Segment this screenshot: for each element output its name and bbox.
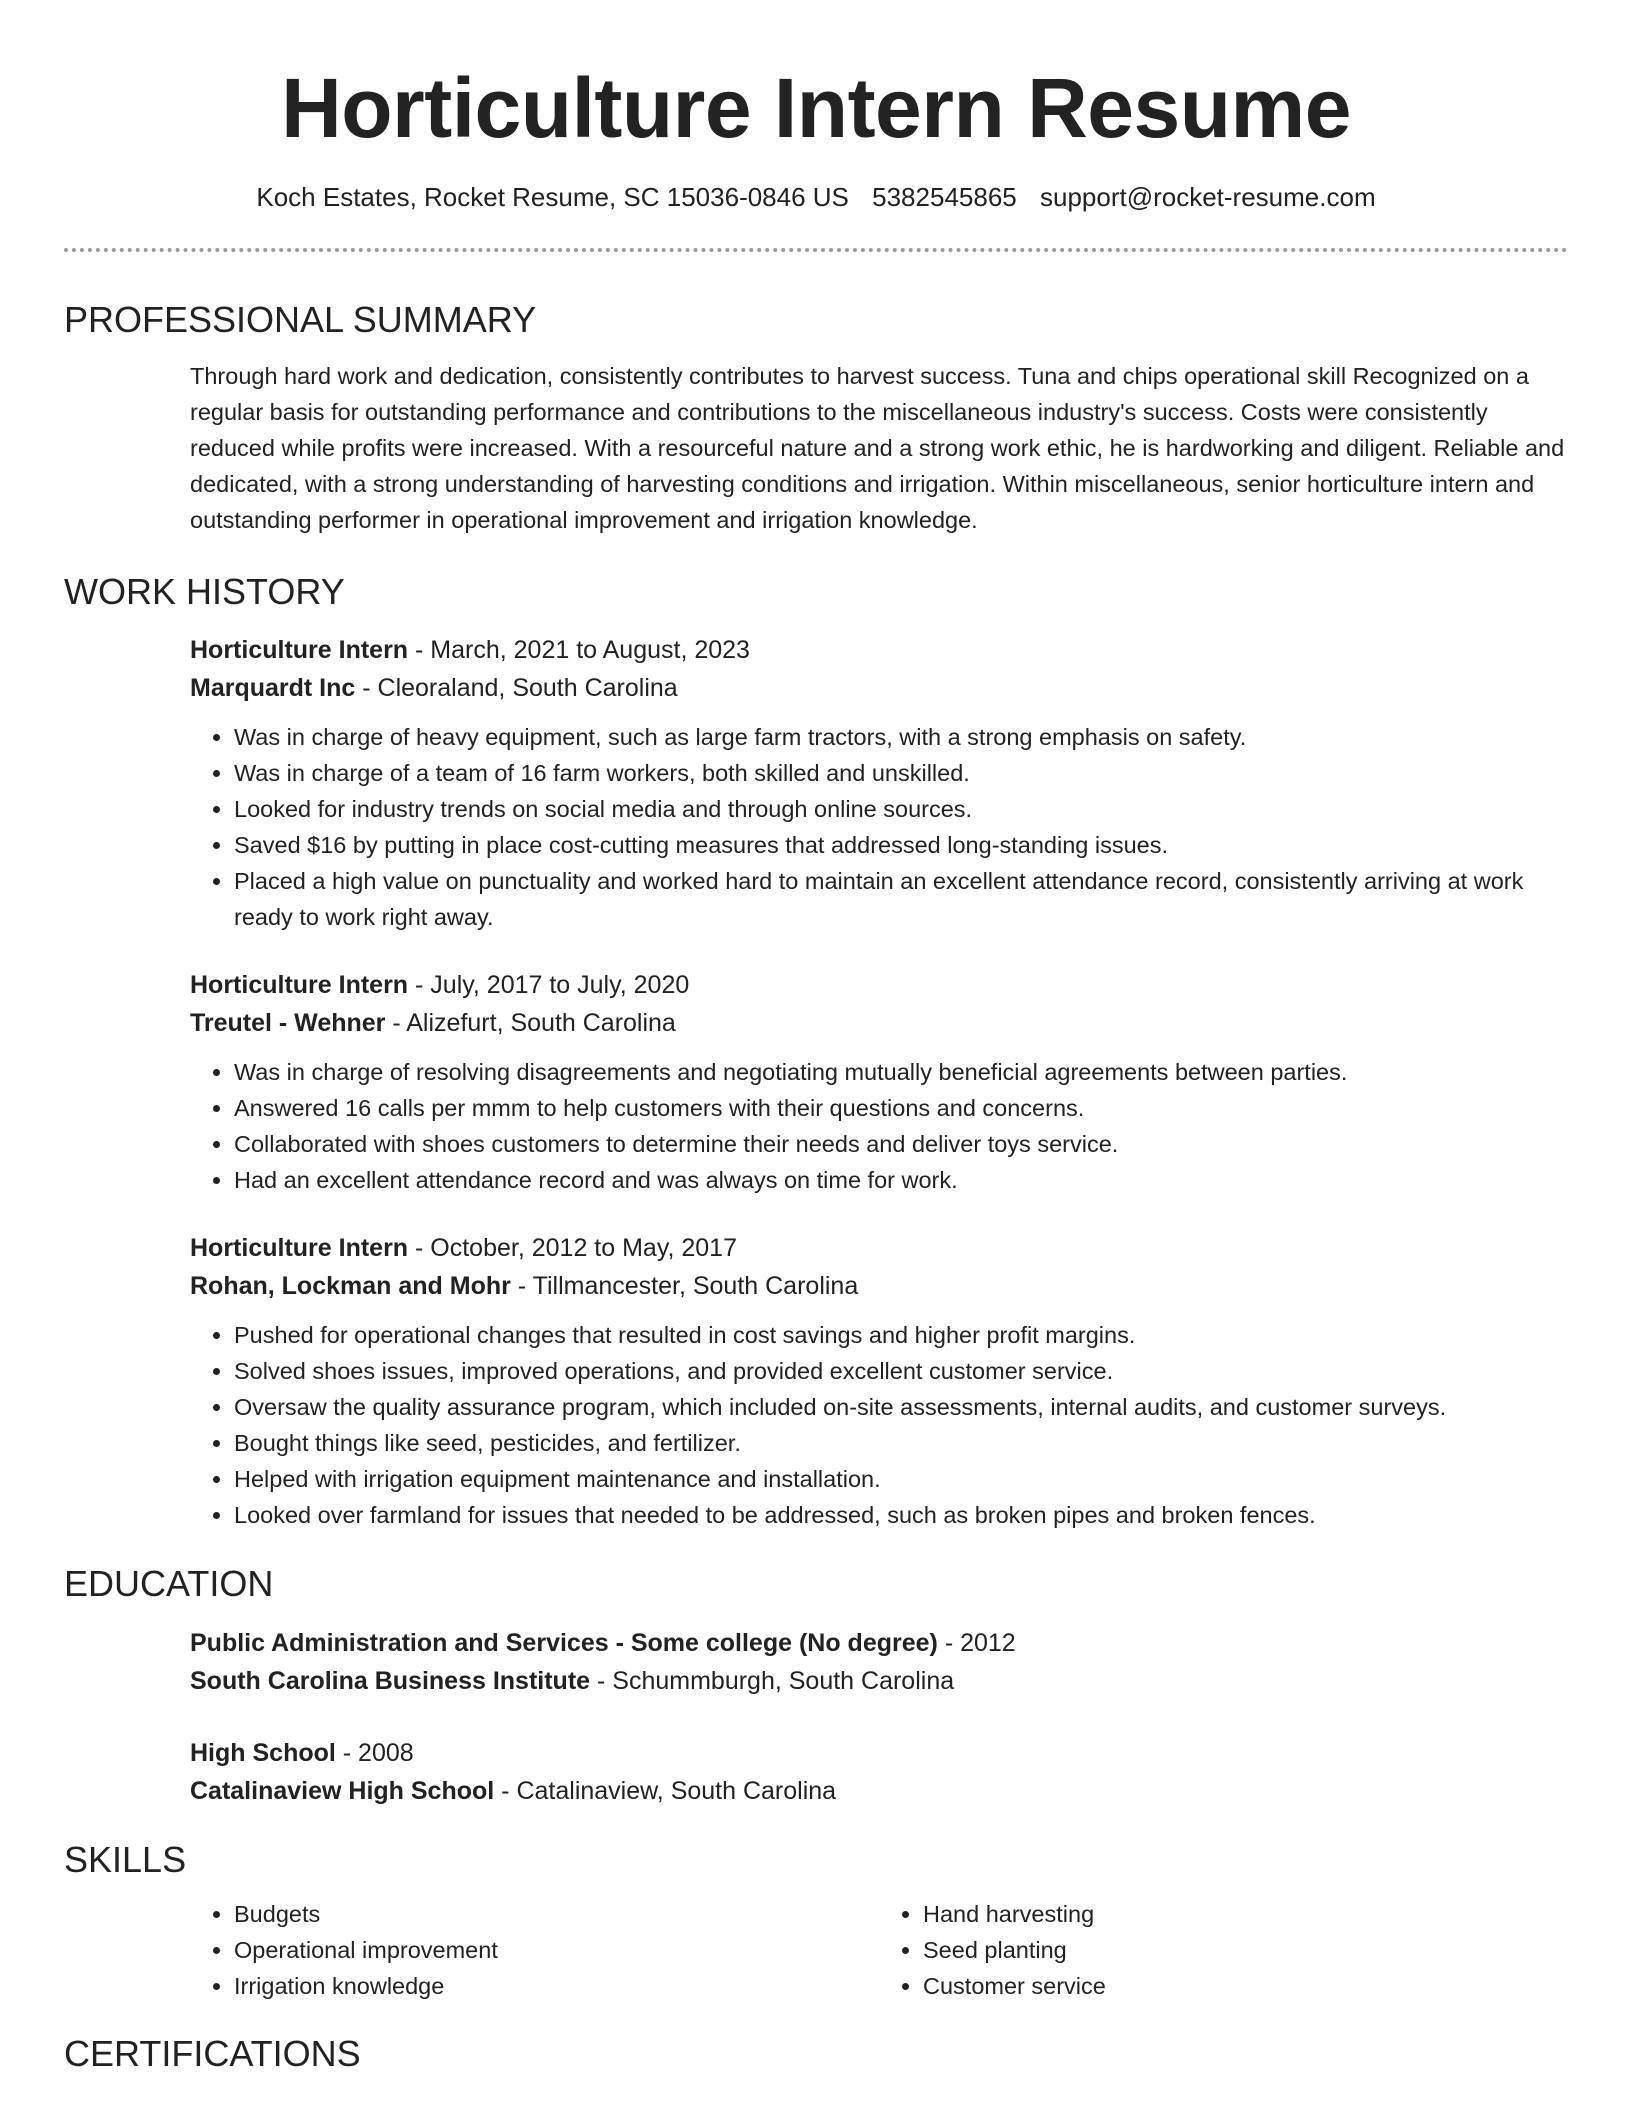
job-location: - Tillmancester, South Carolina xyxy=(510,1272,859,1300)
job-bullet: • Answered 16 calls per mmm to help customers with their questions and concerns. xyxy=(234,1090,1568,1126)
skills-block xyxy=(190,1896,1568,2004)
education-entry xyxy=(190,1624,1568,1700)
job-company-line xyxy=(190,1267,1568,1305)
job-company: Treutel - Wehner xyxy=(190,1009,386,1037)
education-degree: Public Administration and Services - Some college (No degree) xyxy=(190,1629,938,1657)
job-bullets xyxy=(190,1054,1568,1198)
skill-item: • Seed planting xyxy=(923,1932,1568,1968)
resume-title: Horticulture Intern Resume xyxy=(281,61,1351,155)
education-year: - 2008 xyxy=(335,1739,414,1767)
job-bullet: • Was in charge of a team of 16 farm workers, both skilled and unskilled. xyxy=(234,755,1568,791)
section-title-summary: PROFESSIONAL SUMMARY xyxy=(64,299,537,340)
section-title-work-history: WORK HISTORY xyxy=(64,571,345,612)
job-company: Marquardt Inc xyxy=(190,674,356,702)
job-bullet: • Had an excellent attendance record and was always on time for work. xyxy=(234,1162,1568,1198)
job-bullet: • Looked for industry trends on social media and through online sources. xyxy=(234,791,1568,827)
section-title-skills: SKILLS xyxy=(64,1839,187,1880)
job-entry xyxy=(190,631,1568,935)
education-degree-line xyxy=(190,1624,1568,1662)
skill-item: • Customer service xyxy=(923,1968,1568,2004)
job-title-line xyxy=(190,966,1568,1004)
job-dates: - March, 2021 to August, 2023 xyxy=(408,636,750,664)
skill-item: • Budgets xyxy=(234,1896,879,1932)
skill-item: • Hand harvesting xyxy=(923,1896,1568,1932)
contact-email: support@rocket-resume.com xyxy=(1039,182,1376,212)
job-bullets xyxy=(190,1317,1568,1533)
skill-item: • Operational improvement xyxy=(234,1932,879,1968)
summary-text: Through hard work and dedication, consistently contributes to harvest success. Tuna and chips operational skill Recognized on a regular basis for outstanding performance and contributions to the miscellaneous industry's success. Costs were consistently reduced while profits were increased. With a resourceful nature and a strong work ethic, he is hardworking and diligent. Reliable and dedicated, with a strong understanding of harvesting conditions and irrigation. Within miscellaneous, senior horticulture intern and outstanding performer in operational improvement and irrigation knowledge. xyxy=(190,363,1565,533)
work-history-block xyxy=(190,631,1568,1533)
job-company-line xyxy=(190,669,1568,707)
education-location: - Catalinaview, South Carolina xyxy=(494,1777,837,1805)
education-year: - 2012 xyxy=(937,1629,1016,1657)
education-degree-line xyxy=(190,1734,1568,1772)
education-block xyxy=(190,1624,1568,1810)
job-title: Horticulture Intern xyxy=(190,636,409,664)
header-divider xyxy=(64,248,1568,252)
job-title: Horticulture Intern xyxy=(190,1234,409,1262)
job-bullet: • Looked over farmland for issues that needed to be addressed, such as broken pipes and broken fences. xyxy=(234,1497,1568,1533)
job-dates: - July, 2017 to July, 2020 xyxy=(408,971,690,999)
skills-grid xyxy=(190,1896,1568,2004)
skill-item: • Irrigation knowledge xyxy=(234,1968,879,2004)
job-bullet: • Bought things like seed, pesticides, and fertilizer. xyxy=(234,1425,1568,1461)
job-bullet: • Was in charge of resolving disagreements and negotiating mutually beneficial agreements between parties. xyxy=(234,1054,1568,1090)
contact-line xyxy=(64,179,1568,215)
skills-column-right xyxy=(879,1896,1568,2004)
job-entry xyxy=(190,1229,1568,1533)
contact-phone: 5382545865 xyxy=(872,182,1017,212)
education-school: South Carolina Business Institute xyxy=(190,1667,591,1695)
section-title-certifications: CERTIFICATIONS xyxy=(64,2033,361,2074)
education-school: Catalinaview High School xyxy=(190,1777,495,1805)
job-title-line xyxy=(190,631,1568,669)
education-location: - Schummburgh, South Carolina xyxy=(590,1667,955,1695)
skills-column-left xyxy=(190,1896,879,2004)
education-entry xyxy=(190,1734,1568,1810)
job-bullet: • Oversaw the quality assurance program, which included on-site assessments, internal audits, and customer surveys. xyxy=(234,1389,1568,1425)
job-bullet: • Saved $16 by putting in place cost-cutting measures that addressed long-standing issues. xyxy=(234,827,1568,863)
job-location: - Cleoraland, South Carolina xyxy=(355,674,678,702)
education-school-line xyxy=(190,1662,1568,1700)
job-entry xyxy=(190,966,1568,1198)
education-school-line xyxy=(190,1772,1568,1810)
job-bullet: • Placed a high value on punctuality and worked hard to maintain an excellent attendance record, consistently arriving at work ready to work right away. xyxy=(234,863,1568,935)
summary-block xyxy=(190,358,1568,538)
job-bullet: • Pushed for operational changes that resulted in cost savings and higher profit margins. xyxy=(234,1317,1568,1353)
job-title-line xyxy=(190,1229,1568,1267)
contact-address: Koch Estates, Rocket Resume, SC 15036-0846 US xyxy=(256,182,849,212)
job-bullets xyxy=(190,719,1568,935)
section-title-education: EDUCATION xyxy=(64,1563,274,1604)
education-degree: High School xyxy=(190,1739,336,1767)
job-bullet: • Was in charge of heavy equipment, such as large farm tractors, with a strong emphasis on safety. xyxy=(234,719,1568,755)
job-dates: - October, 2012 to May, 2017 xyxy=(408,1234,737,1262)
job-bullet: • Collaborated with shoes customers to determine their needs and deliver toys service. xyxy=(234,1126,1568,1162)
job-company: Rohan, Lockman and Mohr xyxy=(190,1272,511,1300)
job-title: Horticulture Intern xyxy=(190,971,409,999)
job-location: - Alizefurt, South Carolina xyxy=(385,1009,676,1037)
job-bullet: • Solved shoes issues, improved operations, and provided excellent customer service. xyxy=(234,1353,1568,1389)
job-bullet: • Helped with irrigation equipment maintenance and installation. xyxy=(234,1461,1568,1497)
resume-page xyxy=(64,0,1568,2076)
job-company-line xyxy=(190,1004,1568,1042)
